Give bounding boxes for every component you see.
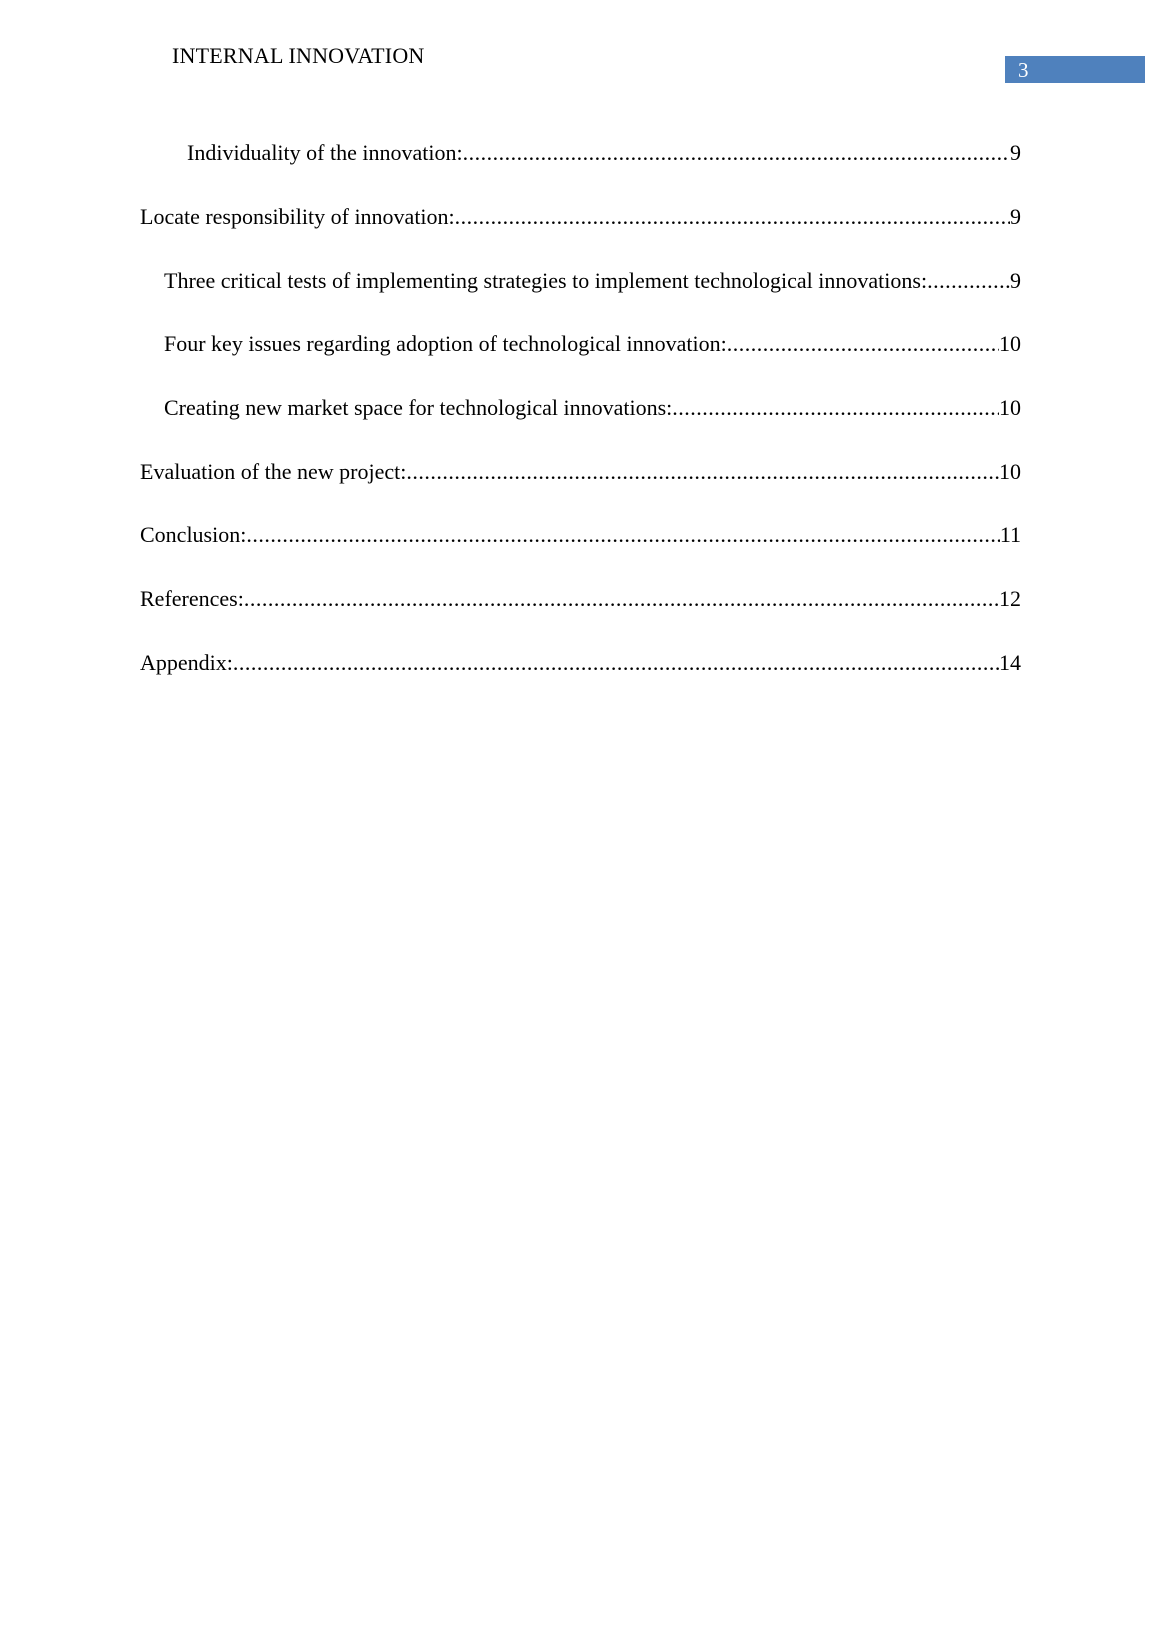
- toc-entry-page: 14: [999, 650, 1021, 675]
- toc-entry-title: Creating new market space for technological innovations:: [164, 395, 673, 420]
- toc-leader-dots: [455, 202, 1010, 232]
- toc-entry[interactable]: [164, 266, 1021, 296]
- toc-leader-dots: [246, 520, 999, 550]
- toc-entry[interactable]: [140, 457, 1021, 487]
- toc-entry-title: Three critical tests of implementing strategies to implement technological innovations:: [164, 268, 928, 293]
- toc-leader-dots: [672, 393, 999, 423]
- toc-entry[interactable]: [187, 138, 1021, 168]
- toc-entry-title: Four key issues regarding adoption of technological innovation:: [164, 331, 727, 356]
- toc-entry-title: Evaluation of the new project:: [140, 459, 407, 484]
- toc-entry-page: 11: [999, 522, 1021, 547]
- toc-entry-page: 9: [1010, 140, 1021, 165]
- toc-entry-page: 12: [999, 586, 1021, 611]
- toc-entry-page: 10: [999, 459, 1021, 484]
- toc-leader-dots: [244, 584, 999, 614]
- toc-entry[interactable]: [140, 648, 1021, 678]
- toc-leader-dots: [233, 648, 999, 678]
- toc-leader-dots: [727, 329, 999, 359]
- toc-entry-title: Individuality of the innovation:: [187, 140, 463, 165]
- toc-entry[interactable]: [164, 329, 1021, 359]
- page-number-box: [1005, 56, 1145, 83]
- toc-entry[interactable]: [140, 520, 1021, 550]
- toc-entry-page: 10: [999, 395, 1021, 420]
- toc-entry[interactable]: [140, 584, 1021, 614]
- toc-entry-title: Locate responsibility of innovation:: [140, 204, 455, 229]
- toc-entry[interactable]: [164, 393, 1021, 423]
- toc-entry-title: References:: [140, 586, 244, 611]
- toc-entry-page: 10: [999, 331, 1021, 356]
- toc-leader-dots: [927, 266, 1010, 296]
- toc-entry-page: 9: [1010, 268, 1021, 293]
- toc-entry[interactable]: [140, 202, 1021, 232]
- toc-leader-dots: [463, 138, 1010, 168]
- toc-leader-dots: [406, 457, 999, 487]
- running-head: INTERNAL INNOVATION: [172, 43, 425, 68]
- toc-entry-title: Appendix:: [140, 650, 233, 675]
- toc-entry-page: 9: [1010, 204, 1021, 229]
- page-number: 3: [1018, 58, 1029, 82]
- toc-entry-title: Conclusion:: [140, 522, 247, 547]
